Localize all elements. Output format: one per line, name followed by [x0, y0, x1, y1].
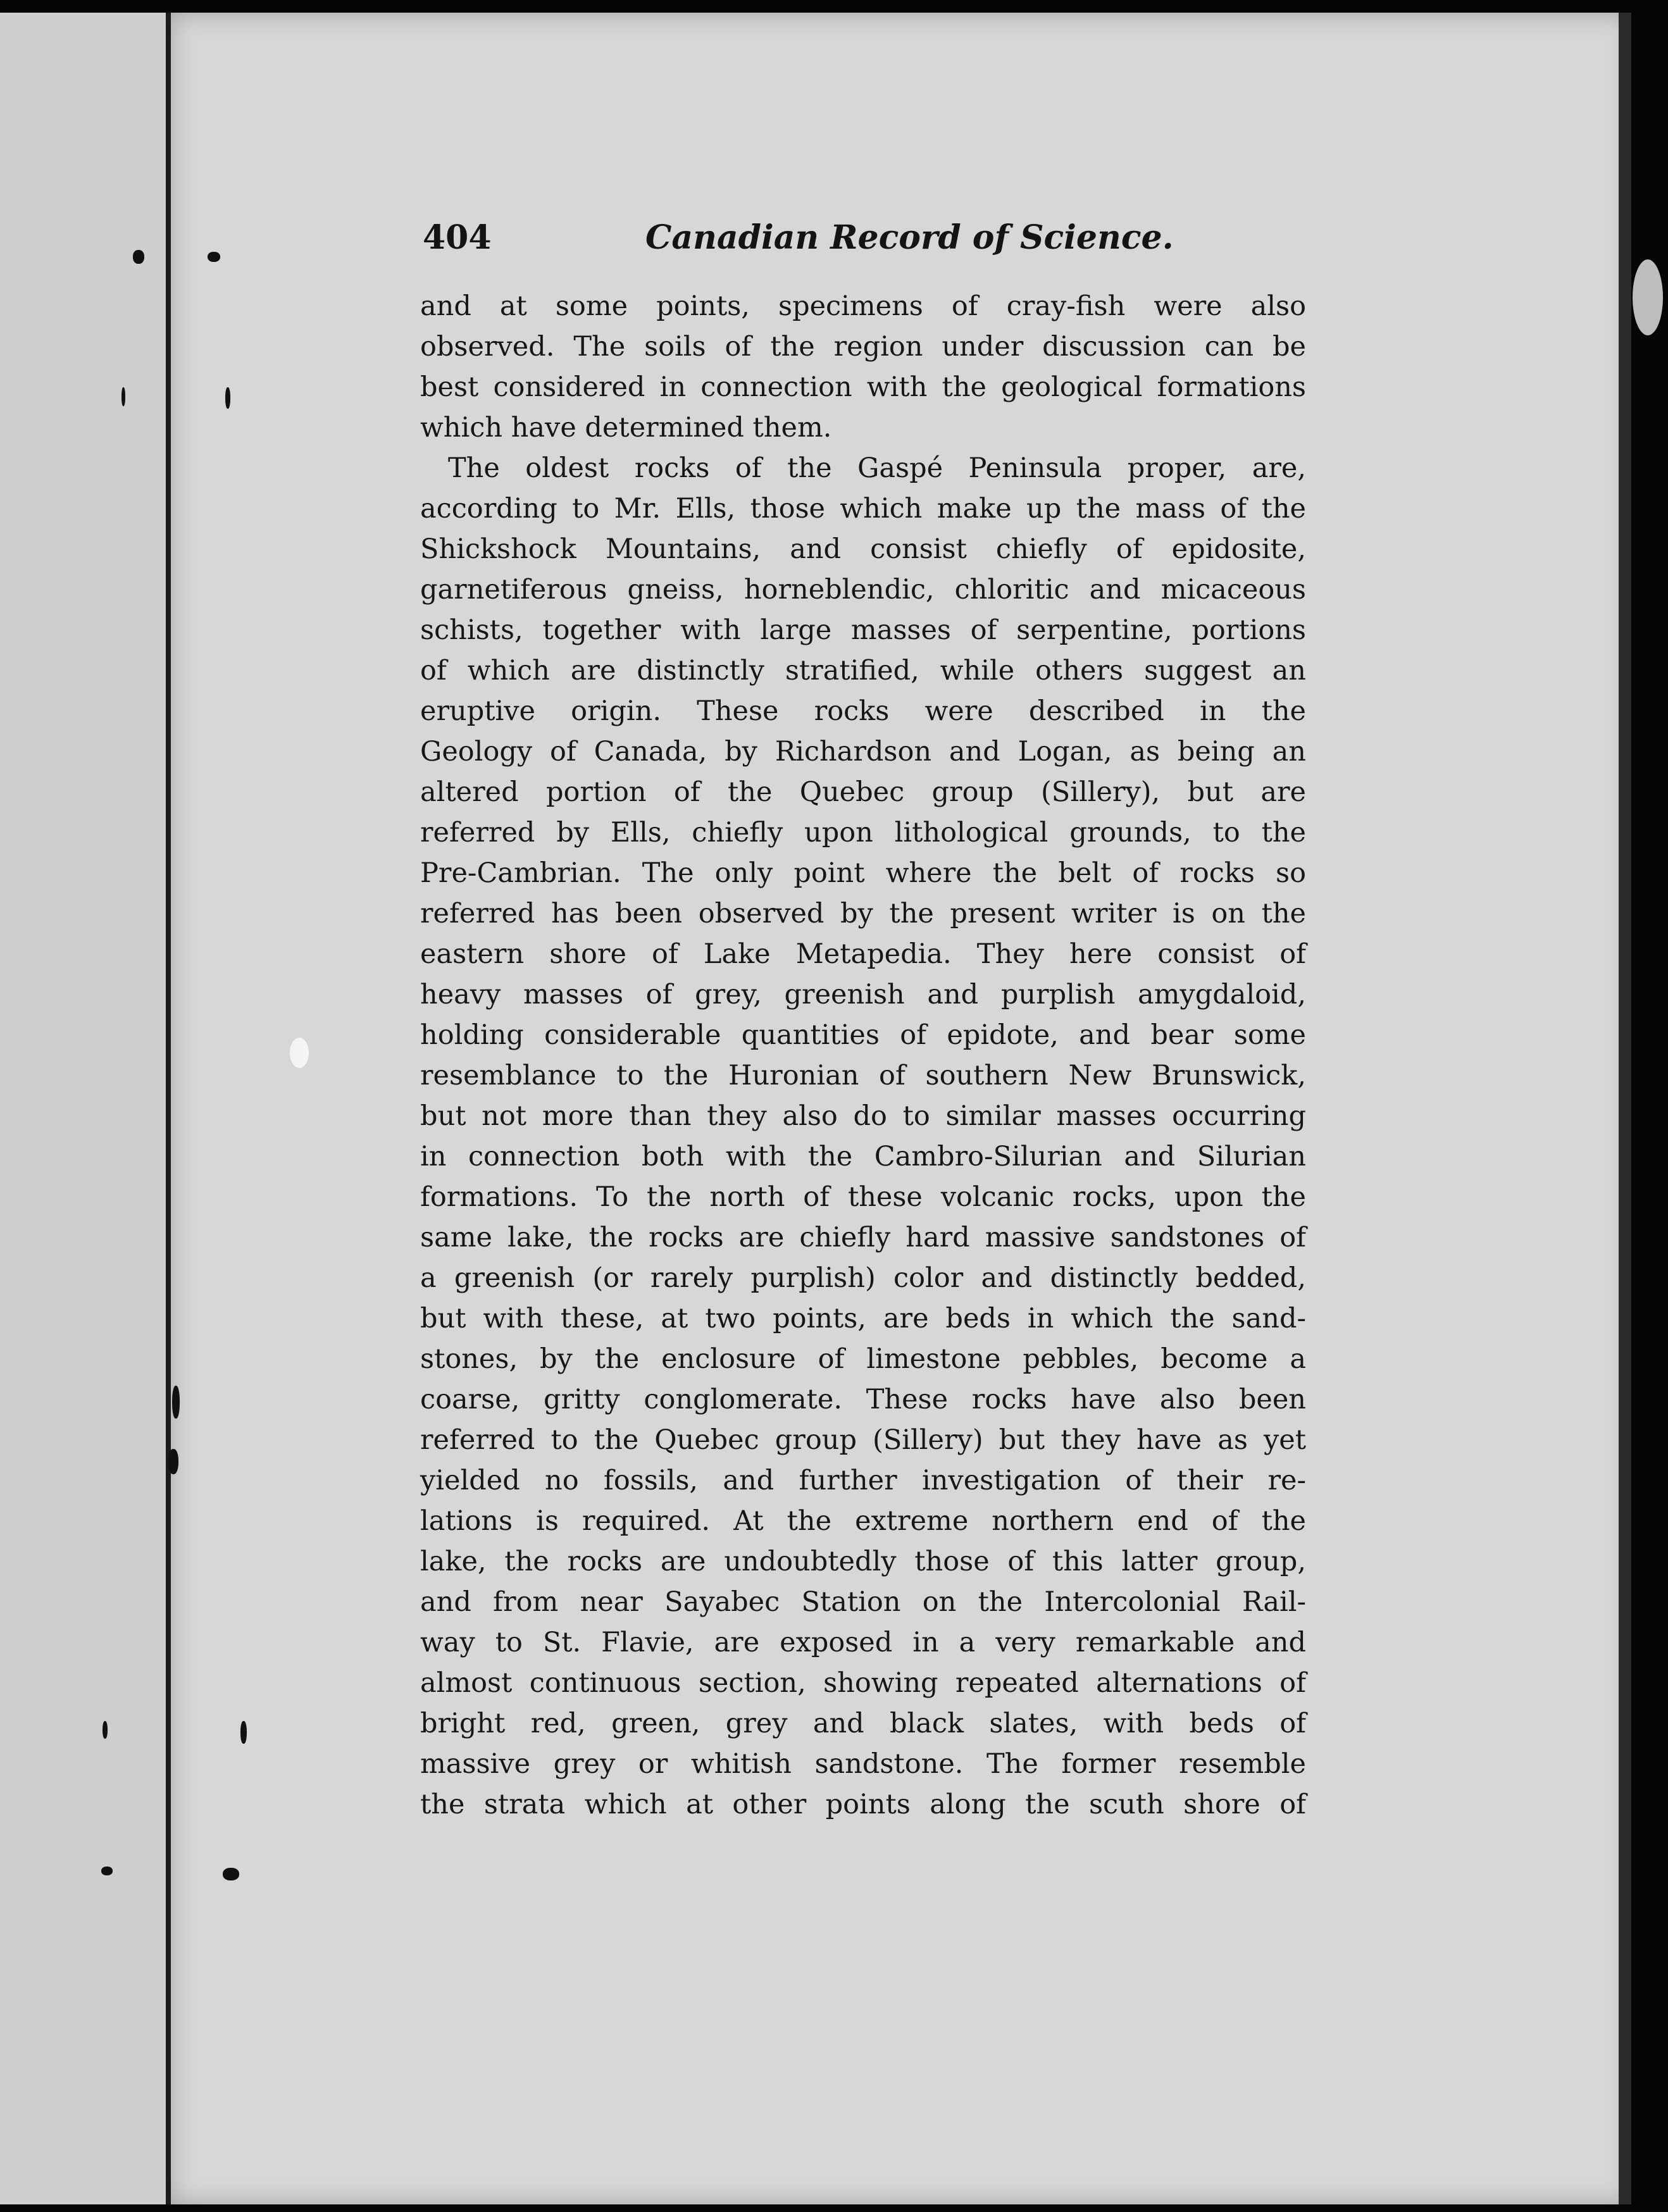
- text-line: almost continuous section, showing repeated alternations of: [420, 1667, 1306, 1699]
- left-margin-strip: [0, 13, 170, 2205]
- text-line: Shickshock Mountains, and consist chiefly of epidosite,: [420, 533, 1306, 565]
- running-title: Canadian Record of Science.: [645, 218, 1174, 257]
- binding-gutter-line: [166, 13, 171, 2205]
- text-line: formations. To the north of these volcanic rocks, upon the: [420, 1181, 1306, 1213]
- scan-speck: [172, 1386, 180, 1419]
- right-page-shadow: [1619, 13, 1631, 2205]
- scan-speck: [225, 387, 230, 409]
- text-line: which have determined them.: [420, 412, 832, 444]
- scan-speck: [240, 1721, 247, 1744]
- scan-speck: [208, 252, 220, 262]
- page-number: 404: [423, 218, 492, 257]
- text-line: yielded no fossils, and further investigation of their re-: [420, 1465, 1306, 1496]
- text-line: in connection both with the Cambro-Silurian and Silurian: [420, 1141, 1306, 1172]
- text-line: schists, together with large masses of serpentine, portions: [420, 614, 1306, 646]
- text-line: eruptive origin. These rocks were described in the: [420, 695, 1306, 727]
- text-line: resemblance to the Huronian of southern New Brunswick,: [420, 1060, 1306, 1091]
- text-line: the strata which at other points along the scuth shore of: [420, 1789, 1306, 1820]
- text-line: massive grey or whitish sandstone. The former resemble: [420, 1748, 1306, 1780]
- scan-speck: [168, 1449, 178, 1474]
- text-line: lake, the rocks are undoubtedly those of this latter group,: [420, 1546, 1306, 1577]
- text-line: way to St. Flavie, are exposed in a very remarkable and: [420, 1627, 1306, 1658]
- text-line: garnetiferous gneiss, horneblendic, chloritic and micaceous: [420, 574, 1306, 606]
- scan-speck: [133, 250, 144, 264]
- scan-speck: [101, 1867, 113, 1875]
- text-line: and from near Sayabec Station on the Intercolonial Rail-: [420, 1586, 1306, 1618]
- text-line: of which are distinctly stratified, while others suggest an: [420, 655, 1306, 687]
- text-line: stones, by the enclosure of limestone pebbles, become a: [420, 1343, 1306, 1375]
- text-line: lations is required. At the extreme northern end of the: [420, 1505, 1306, 1537]
- scan-top-border: [0, 0, 1668, 14]
- scan-speck: [103, 1721, 108, 1739]
- scan-blemish: [1633, 259, 1663, 335]
- text-line: same lake, the rocks are chiefly hard massive sandstones of: [420, 1222, 1306, 1253]
- text-line: best considered in connection with the geological formations: [420, 371, 1306, 403]
- text-line: altered portion of the Quebec group (Sillery), but are: [420, 776, 1306, 808]
- scan-blemish: [290, 1038, 309, 1068]
- text-line: referred by Ells, chiefly upon lithological grounds, to the: [420, 817, 1306, 848]
- text-line: observed. The soils of the region under discussion can be: [420, 331, 1306, 363]
- text-line: referred has been observed by the present writer is on the: [420, 898, 1306, 929]
- text-line: bright red, green, grey and black slates, with beds of: [420, 1708, 1306, 1739]
- scan-bottom-border: [0, 2204, 1668, 2212]
- text-line: and at some points, specimens of cray-fish were also: [420, 290, 1306, 322]
- text-line: eastern shore of Lake Metapedia. They here consist of: [420, 938, 1306, 970]
- text-line: Pre-Cambrian. The only point where the belt of rocks so: [420, 857, 1306, 889]
- text-line: coarse, gritty conglomerate. These rocks have also been: [420, 1384, 1306, 1415]
- text-line: according to Mr. Ells, those which make up the mass of the: [420, 493, 1306, 525]
- text-line: referred to the Quebec group (Sillery) but they have as yet: [420, 1424, 1306, 1456]
- text-line: heavy masses of grey, greenish and purplish amygdaloid,: [420, 979, 1306, 1010]
- scan-speck: [223, 1868, 239, 1880]
- scan-speck: [121, 387, 125, 406]
- text-line: The oldest rocks of the Gaspé Peninsula proper, are,: [448, 452, 1306, 484]
- text-line: holding considerable quantities of epidote, and bear some: [420, 1019, 1306, 1051]
- text-line: but not more than they also do to similar masses occurring: [420, 1100, 1306, 1132]
- body-text: [420, 286, 1306, 1825]
- text-line: a greenish (or rarely purplish) color and distinctly bedded,: [420, 1262, 1306, 1294]
- text-line: but with these, at two points, are beds in which the sand-: [420, 1303, 1306, 1334]
- running-header: [423, 215, 1302, 261]
- text-line: Geology of Canada, by Richardson and Logan, as being an: [420, 736, 1306, 767]
